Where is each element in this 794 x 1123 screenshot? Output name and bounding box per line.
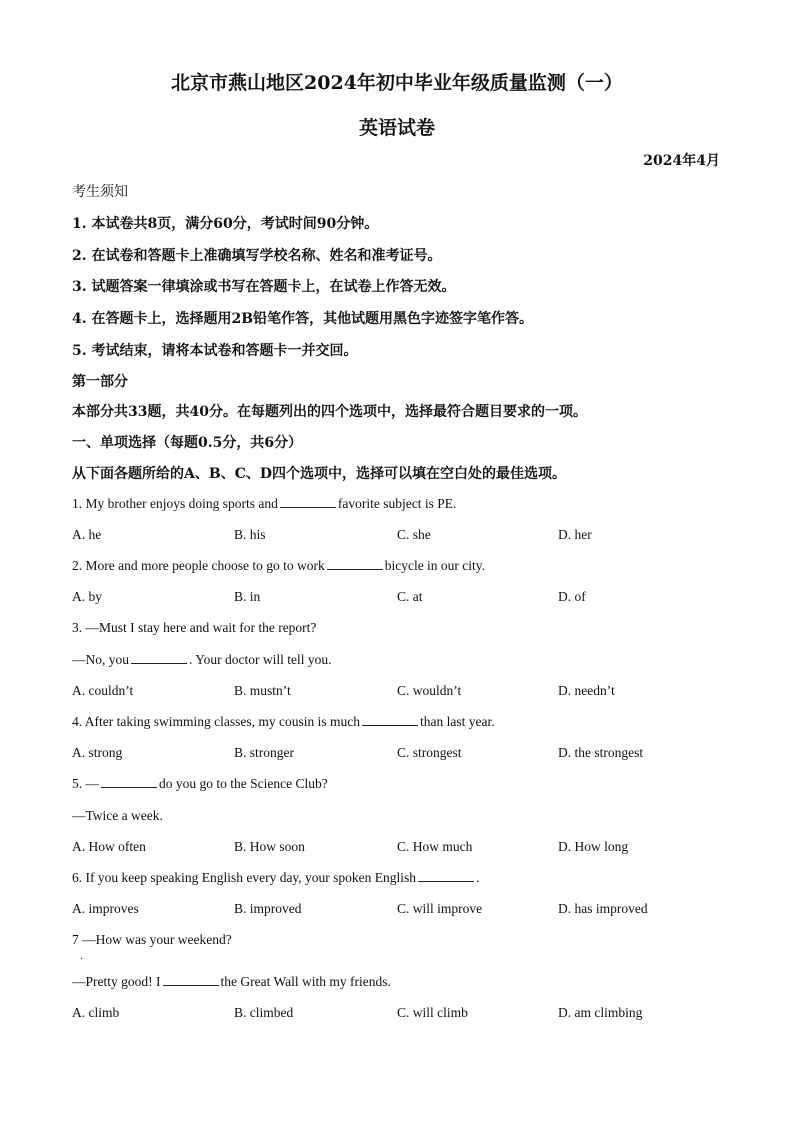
option: D. am climbing (558, 1005, 643, 1020)
stem-text: . Your doctor will tell you. (189, 652, 332, 667)
answer-blank (418, 880, 474, 882)
question-stem (72, 870, 479, 886)
option: A. improves (72, 901, 139, 916)
part-intro: 本部分共33题，共40分。在每题列出的四个选项中，选择最符合题目要求的一项。 (72, 404, 587, 420)
question-stem: 3. —Must I stay here and wait for the report? (72, 620, 317, 635)
option: B. stronger (234, 745, 294, 760)
answer-blank (362, 724, 418, 726)
stem-text: . (476, 870, 480, 885)
notice-item: 4. 在答题卡上，选择题用2B铅笔作答，其他试题用黑色字迹签字笔作答。 (72, 311, 534, 327)
stem-text: 4. After taking swimming classes, my cousin is much (72, 714, 360, 729)
answer-blank (131, 662, 187, 664)
option: B. How soon (234, 839, 305, 854)
option: B. improved (234, 901, 302, 916)
option: A. by (72, 589, 102, 604)
part-heading: 第一部分 (72, 374, 128, 390)
option: D. her (558, 527, 592, 542)
stem-text: —Pretty good! I (72, 974, 161, 989)
stem-text: 6. If you keep speaking English every day, your spoken English (72, 870, 417, 885)
stem-text: the Great Wall with my friends. (220, 974, 391, 989)
stem-text: than last year. (419, 714, 495, 729)
option: A. climb (72, 1005, 120, 1020)
option: D. of (558, 589, 586, 604)
option: D. How long (558, 839, 629, 854)
question-stem (72, 496, 456, 512)
option: C. will climb (397, 1005, 468, 1020)
question-stem: 7 —How was your weekend? (72, 932, 232, 947)
notice-item: 1. 本试卷共8页，满分60分，考试时间90分钟。 (72, 216, 379, 232)
section-instruction: 从下面各题所给的A、B、C、D四个选项中，选择可以填在空白处的最佳选项。 (72, 466, 566, 482)
stem-text: bicycle in our city. (384, 558, 486, 573)
answer-blank (280, 506, 336, 508)
stem-text: 5. — (72, 776, 99, 791)
question-stem: —Twice a week. (72, 808, 163, 823)
option: C. she (397, 527, 431, 542)
option: C. strongest (397, 745, 462, 760)
exam-date: 2024年4月 (643, 153, 720, 169)
option: C. at (397, 589, 423, 604)
section-title: 一、单项选择（每题0.5分，共6分） (72, 435, 303, 451)
option: D. has improved (558, 901, 648, 916)
option: B. climbed (234, 1005, 294, 1020)
stem-text: —No, you (72, 652, 129, 667)
option: C. wouldn’t (397, 683, 462, 698)
exam-title: 北京市燕山地区2024年初中毕业年级质量监测（一） (171, 72, 623, 94)
option: D. needn’t (558, 683, 615, 698)
answer-blank (327, 568, 383, 570)
notice-item: 5. 考试结束，请将本试卷和答题卡一并交回。 (72, 343, 358, 359)
stray-dot: · (80, 954, 84, 965)
notice-item: 2. 在试卷和答题卡上准确填写学校名称、姓名和准考证号。 (72, 248, 442, 264)
exam-subtitle: 英语试卷 (358, 117, 435, 139)
option: A. strong (72, 745, 123, 760)
question-stem (72, 776, 328, 792)
stem-text: 1. My brother enjoys doing sports and (72, 496, 278, 511)
option: C. How much (397, 839, 473, 854)
option: B. his (234, 527, 266, 542)
question-stem (72, 974, 391, 990)
option: A. he (72, 527, 102, 542)
question-stem (72, 558, 485, 574)
option: A. couldn’t (72, 683, 134, 698)
notice-heading: 考生须知 (72, 184, 128, 200)
stem-text: 2. More and more people choose to go to work (72, 558, 325, 573)
stem-text: favorite subject is PE. (337, 496, 457, 511)
option: C. will improve (397, 901, 483, 916)
option: A. How often (72, 839, 146, 854)
option: D. the strongest (558, 745, 644, 760)
question-stem (72, 652, 332, 668)
question-stem (72, 714, 495, 730)
option: B. in (234, 589, 261, 604)
option: B. mustn’t (234, 683, 291, 698)
answer-blank (163, 984, 219, 986)
answer-blank (101, 786, 157, 788)
stem-text: do you go to the Science Club? (159, 776, 328, 791)
notice-item: 3. 试题答案一律填涂或书写在答题卡上，在试卷上作答无效。 (72, 279, 456, 295)
